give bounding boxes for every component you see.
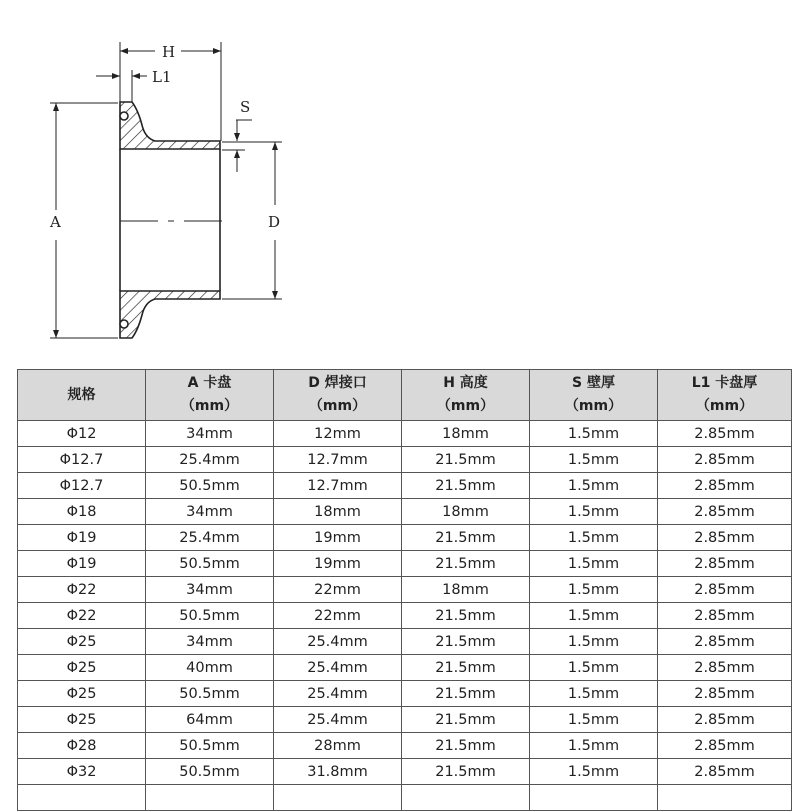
- table-cell: Φ19: [18, 551, 146, 577]
- column-header: [146, 370, 274, 421]
- dim-label-h: H: [162, 43, 176, 61]
- table-cell: Φ22: [18, 603, 146, 629]
- table-row: [18, 707, 792, 733]
- table-row: [18, 629, 792, 655]
- table-cell: 28mm: [274, 733, 402, 759]
- table-cell: 1.5mm: [530, 759, 658, 785]
- dim-label-l1: L1: [152, 68, 172, 86]
- table-cell: [530, 785, 658, 811]
- table-cell: Φ25: [18, 655, 146, 681]
- table-cell: 34mm: [146, 499, 274, 525]
- table-cell: 18mm: [274, 499, 402, 525]
- table-cell: 18mm: [402, 421, 530, 447]
- table-cell: 2.85mm: [658, 577, 792, 603]
- table-cell: 21.5mm: [402, 525, 530, 551]
- table-cell: 25.4mm: [274, 629, 402, 655]
- table-cell: 34mm: [146, 629, 274, 655]
- table-cell: Φ18: [18, 499, 146, 525]
- table-cell: 31.8mm: [274, 759, 402, 785]
- table-cell: 1.5mm: [530, 603, 658, 629]
- table-cell: Φ22: [18, 577, 146, 603]
- table-cell: 34mm: [146, 577, 274, 603]
- table-cell: Φ32: [18, 759, 146, 785]
- table-row: [18, 499, 792, 525]
- top-wall-section: [120, 102, 220, 149]
- bottom-wall-section: [120, 291, 220, 338]
- table-cell: 19mm: [274, 525, 402, 551]
- table-cell: 18mm: [402, 577, 530, 603]
- header-title: D 焊接口: [308, 375, 367, 391]
- dim-label-s: S: [240, 98, 251, 116]
- table-cell: [18, 785, 146, 811]
- header-title: S 壁厚: [572, 375, 615, 391]
- table-cell: 64mm: [146, 707, 274, 733]
- column-header: [402, 370, 530, 421]
- table-cell: 2.85mm: [658, 603, 792, 629]
- table-cell: 1.5mm: [530, 525, 658, 551]
- header-unit: （mm）: [564, 398, 623, 414]
- table-cell: 25.4mm: [274, 707, 402, 733]
- table-cell: 21.5mm: [402, 681, 530, 707]
- table-row: [18, 785, 792, 811]
- table-cell: 50.5mm: [146, 759, 274, 785]
- table-cell: 2.85mm: [658, 551, 792, 577]
- table-cell: 12mm: [274, 421, 402, 447]
- table-row: [18, 733, 792, 759]
- table-cell: 2.85mm: [658, 447, 792, 473]
- table-cell: 1.5mm: [530, 681, 658, 707]
- table-row: [18, 525, 792, 551]
- table-cell: 2.85mm: [658, 759, 792, 785]
- table-cell: 50.5mm: [146, 551, 274, 577]
- column-header: [658, 370, 792, 421]
- table-cell: 21.5mm: [402, 447, 530, 473]
- column-header: [274, 370, 402, 421]
- header-unit: （mm）: [180, 398, 239, 414]
- table-cell: 2.85mm: [658, 707, 792, 733]
- table-cell: Φ19: [18, 525, 146, 551]
- header-title: L1 卡盘厚: [691, 375, 758, 391]
- table-cell: 1.5mm: [530, 655, 658, 681]
- table-row: [18, 551, 792, 577]
- table-cell: 21.5mm: [402, 759, 530, 785]
- table-cell: 1.5mm: [530, 473, 658, 499]
- table-cell: 2.85mm: [658, 629, 792, 655]
- column-header: [530, 370, 658, 421]
- table-cell: 25.4mm: [274, 655, 402, 681]
- table-row: [18, 603, 792, 629]
- dim-label-a: A: [50, 213, 61, 231]
- table-cell: [274, 785, 402, 811]
- table-cell: 21.5mm: [402, 551, 530, 577]
- table-cell: 50.5mm: [146, 733, 274, 759]
- table-cell: 50.5mm: [146, 473, 274, 499]
- table-cell: 1.5mm: [530, 499, 658, 525]
- header-title: 规格: [67, 386, 96, 403]
- table-cell: 19mm: [274, 551, 402, 577]
- ferrule-cross-section-diagram: [0, 0, 800, 360]
- table-cell: 21.5mm: [402, 473, 530, 499]
- table-row: [18, 473, 792, 499]
- table-cell: 2.85mm: [658, 655, 792, 681]
- table-cell: 50.5mm: [146, 603, 274, 629]
- header-title: H 高度: [443, 375, 488, 391]
- table-cell: 1.5mm: [530, 629, 658, 655]
- table-cell: 21.5mm: [402, 655, 530, 681]
- table-row: [18, 681, 792, 707]
- table-cell: Φ25: [18, 629, 146, 655]
- specification-table: [17, 369, 792, 811]
- table-cell: [146, 785, 274, 811]
- table-cell: 2.85mm: [658, 499, 792, 525]
- table-cell: 34mm: [146, 421, 274, 447]
- table-cell: 22mm: [274, 577, 402, 603]
- table-cell: 1.5mm: [530, 421, 658, 447]
- table-row: [18, 655, 792, 681]
- table-cell: 12.7mm: [274, 473, 402, 499]
- table-cell: 2.85mm: [658, 473, 792, 499]
- table-header-row: [18, 370, 792, 421]
- table-cell: 12.7mm: [274, 447, 402, 473]
- header-unit: （mm）: [436, 398, 495, 414]
- table-cell: 2.85mm: [658, 681, 792, 707]
- table-cell: Φ12.7: [18, 473, 146, 499]
- table-cell: Φ28: [18, 733, 146, 759]
- table-cell: [402, 785, 530, 811]
- table-cell: Φ25: [18, 681, 146, 707]
- table-row: [18, 577, 792, 603]
- table-row: [18, 447, 792, 473]
- table-cell: 2.85mm: [658, 421, 792, 447]
- table-cell: 40mm: [146, 655, 274, 681]
- dim-label-d: D: [268, 213, 281, 231]
- table-cell: 1.5mm: [530, 577, 658, 603]
- table-row: [18, 421, 792, 447]
- table-cell: 22mm: [274, 603, 402, 629]
- table-cell: 21.5mm: [402, 733, 530, 759]
- column-header: [18, 370, 146, 421]
- table-cell: 18mm: [402, 499, 530, 525]
- table-cell: [658, 785, 792, 811]
- table-cell: Φ25: [18, 707, 146, 733]
- table-cell: 21.5mm: [402, 707, 530, 733]
- table-cell: 25.4mm: [274, 681, 402, 707]
- table-cell: 25.4mm: [146, 447, 274, 473]
- table-cell: 50.5mm: [146, 681, 274, 707]
- table-cell: 1.5mm: [530, 447, 658, 473]
- table-cell: 21.5mm: [402, 629, 530, 655]
- table-cell: 21.5mm: [402, 603, 530, 629]
- table-cell: 1.5mm: [530, 733, 658, 759]
- table-cell: Φ12: [18, 421, 146, 447]
- table-cell: 1.5mm: [530, 707, 658, 733]
- table-row: [18, 759, 792, 785]
- table-cell: 2.85mm: [658, 525, 792, 551]
- table-cell: 1.5mm: [530, 551, 658, 577]
- header-unit: （mm）: [695, 398, 754, 414]
- table-cell: Φ12.7: [18, 447, 146, 473]
- header-title: A 卡盘: [187, 375, 232, 391]
- table-cell: 25.4mm: [146, 525, 274, 551]
- header-unit: （mm）: [308, 398, 367, 414]
- table-cell: 2.85mm: [658, 733, 792, 759]
